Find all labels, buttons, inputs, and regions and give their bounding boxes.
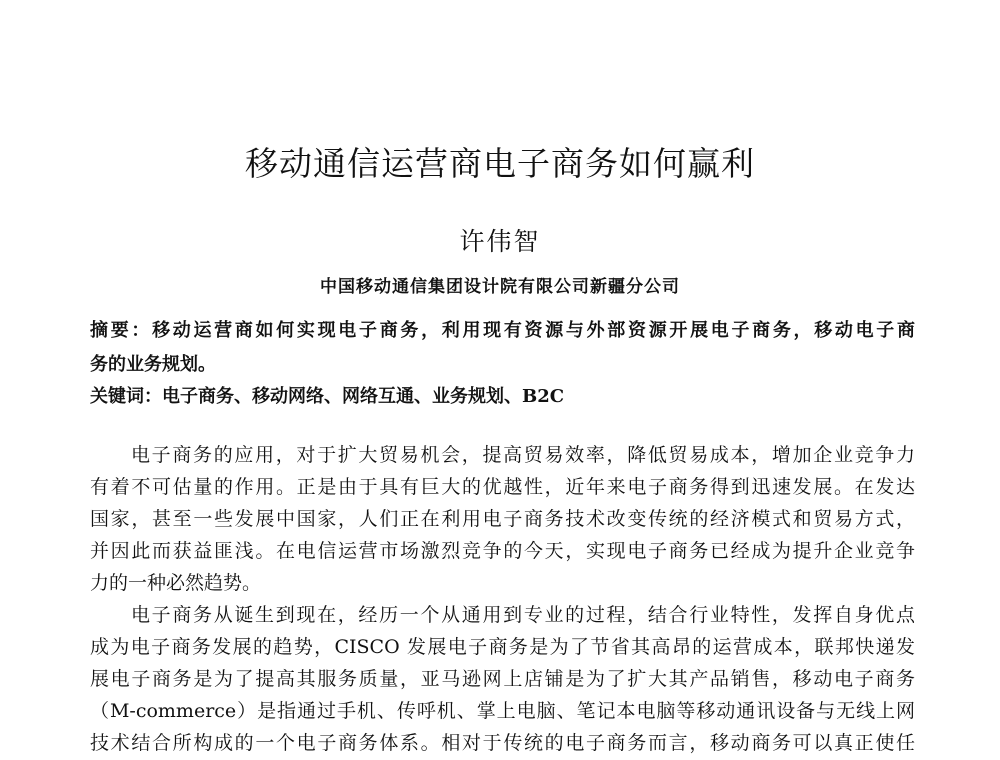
- author-name: 许伟智: [459, 227, 541, 256]
- body-line: 有着不可估量的作用。正是由于具有巨大的优越性，近年来电子商务得到迅速发展。在发达: [90, 476, 915, 498]
- body-line: 并因此而获益匪浅。在电信运营市场激烈竞争的今天，实现电子商务已经成为提升企业竞争: [90, 540, 915, 562]
- keywords-text: 电子商务、移动网络、网络互通、业务规划、B2C: [162, 386, 565, 407]
- abstract-label: 摘要：: [90, 320, 153, 341]
- body-line: 电子商务的应用，对于扩大贸易机会，提高贸易效率，降低贸易成本，增加企业竞争力: [131, 444, 915, 466]
- author-affiliation: 中国移动通信集团设计院有限公司新疆分公司: [320, 277, 680, 297]
- keywords-line: [90, 384, 915, 410]
- body-line: （M-commerce）是指通过手机、传呼机、掌上电脑、笔记本电脑等移动通讯设备与无线上网: [90, 700, 915, 722]
- abstract-line: 务的业务规划。: [90, 354, 216, 375]
- body-line: 国家，甚至一些发展中国家，人们正在利用电子商务技术改变传统的经济模式和贸易方式，: [90, 508, 915, 530]
- document-title: 移动通信运营商电子商务如何赢利: [245, 144, 755, 183]
- body-line: 技术结合所构成的一个电子商务体系。相对于传统的电子商务而言，移动商务可以真正使任: [90, 732, 915, 754]
- abstract-text: 移动运营商如何实现电子商务，利用现有资源与外部资源开展电子商务，移动电子商: [152, 320, 915, 341]
- body-line: 成为电子商务发展的趋势，CISCO 发展电子商务是为了节省其高昂的运营成本，联邦快递发: [90, 636, 915, 658]
- body-line: 展电子商务是为了提高其服务质量，亚马逊网上店铺是为了扩大其产品销售，移动电子商务: [90, 668, 915, 690]
- body-line: 电子商务从诞生到现在，经历一个从通用到专业的过程，结合行业特性，发挥自身优点: [131, 604, 915, 626]
- body-line: 力的一种必然趋势。: [90, 572, 262, 594]
- keywords-label: 关键词：: [90, 386, 162, 407]
- abstract-line: [90, 318, 915, 344]
